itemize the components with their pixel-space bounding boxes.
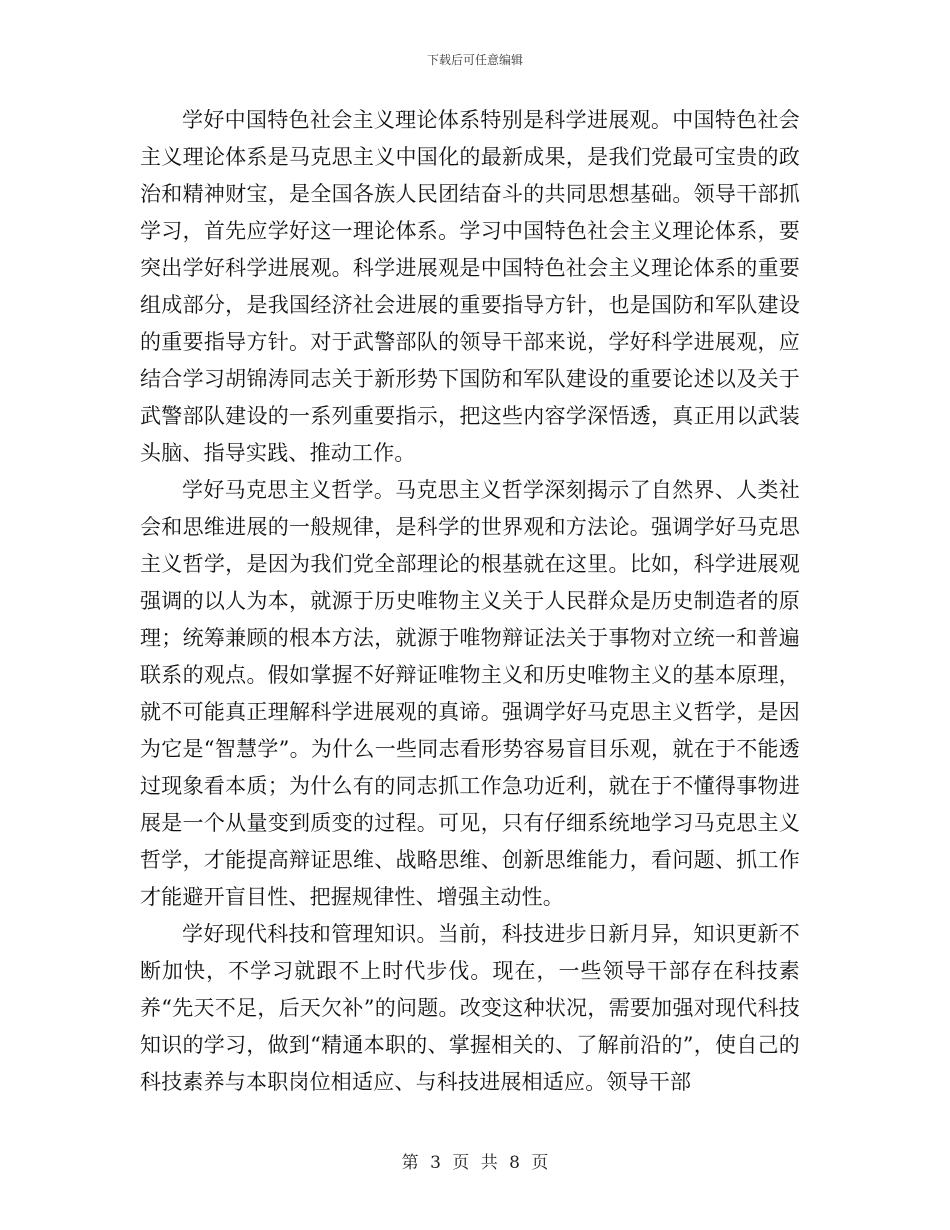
- paragraph-theory-system: 学好中国特色社会主义理论体系特别是科学进展观。中国特色社会主义理论体系是马克思主义中国化的最新成果，是我们党最可宝贵的政治和精神财宝，是全国各族人民团结奋斗的共同思想基础。领导干部抓学习，首先应学好这一理论体系。学习中国特色社会主义理论体系，要突出学好科学进展观。科学进展观是中国特色社会主义理论体系的重要组成部分，是我国经济社会进展的重要指导方针，也是国防和军队建设的重要指导方针。对于武警部队的领导干部来说，学好科学进展观，应结合学习胡锦涛同志关于新形势下国防和军队建设的重要论述以及关于武警部队建设的一系列重要指示，把这些内容学深悟透，真正用以武装头脑、指导实践、推动工作。: [140, 108, 800, 465]
- document-body: [140, 102, 800, 1101]
- page-footer: 第 3 页 共 8 页: [401, 1153, 549, 1173]
- page-header: 下载后可任意编辑: [426, 53, 523, 67]
- paragraph-marxist-philosophy: 学好马克思主义哲学。马克思主义哲学深刻揭示了自然界、人类社会和思维进展的一般规律，是科学的世界观和方法论。强调学好马克思主义哲学，是因为我们党全部理论的根基就在这里。比如，科学进展观强调的以人为本，就源于历史唯物主义关于人民群众是历史制造者的原理；统筹兼顾的根本方法，就源于唯物辩证法关于事物对立统一和普遍联系的观点。假如掌握不好辩证唯物主义和历史唯物主义的基本原理，就不可能真正理解科学进展观的真谛。强调学好马克思主义哲学，是因为它是“智慧学”。为什么一些同志看形势容易盲目乐观，就在于不能透过现象看本质；为什么有的同志抓工作急功近利，就在于不懂得事物进展是一个从量变到质变的过程。可见，只有仔细系统地学习马克思主义哲学，才能提高辩证思维、战略思维、创新思维能力，看问题、抓工作才能避开盲目性、把握规律性、增强主动性。: [140, 478, 800, 909]
- paragraph-science-management: 学好现代科技和管理知识。当前，科技进步日新月异，知识更新不断加快，不学习就跟不上时代步伐。现在，一些领导干部存在科技素养“先天不足，后天欠补”的问题。改变这种状况，需要加强对现代科技知识的学习，做到“精通本职的、掌握相关的、了解前沿的”，使自己的科技素养与本职岗位相适应、与科技进展相适应。领导干部: [140, 922, 800, 1094]
